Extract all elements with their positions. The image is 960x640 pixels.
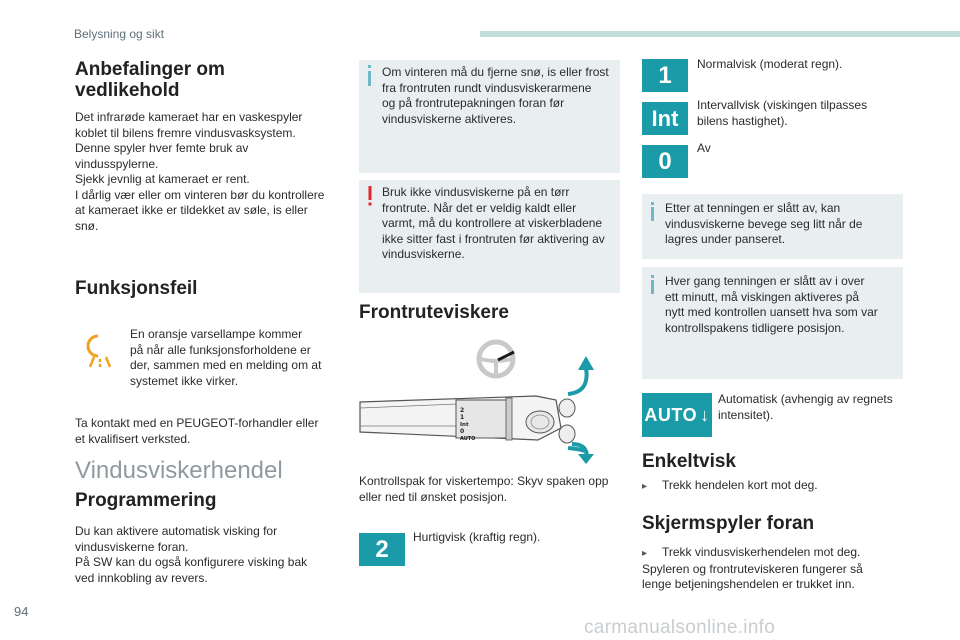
lever-label-1: 1 xyxy=(460,414,465,421)
single-wipe-title: Enkeltvisk xyxy=(642,451,736,472)
badge-interval: Int xyxy=(642,102,688,135)
warning-icon xyxy=(368,186,372,206)
badge-fast: 2 xyxy=(359,533,405,566)
info-icon xyxy=(651,275,654,278)
malfunction-lamp-text: En oransje varsellampe kommer på når alle funksjonsforholdene er der, sammen med en melding om at systemet ikke virker. xyxy=(130,327,322,388)
badge-normal: 1 xyxy=(642,59,688,92)
front-wipers-title: Frontruteviskere xyxy=(359,302,509,323)
lever-label-int: Int xyxy=(460,422,469,428)
malfunction-title: Funksjonsfeil xyxy=(75,278,198,299)
info-icon xyxy=(651,202,654,205)
bullet-marker-icon: ▸ xyxy=(642,481,648,492)
wiper-lever-heading: Vindusviskerhendel xyxy=(75,457,283,484)
lever-label-auto: AUTO xyxy=(460,436,476,442)
fast-wipe-text: Hurtigvisk (kraftig regn). xyxy=(413,530,541,544)
single-wipe-text: ▸ Trekk hendelen kort mot deg. xyxy=(642,478,818,495)
badge-off: 0 xyxy=(642,145,688,178)
off-text: Av xyxy=(697,141,711,155)
warning-note-dry: Bruk ikke vindusviskerne på en tørr frontrute. Når det er veldig kaldt eller varmt, må du kontrollere at viskerbladene ikke sitter fast i frontruten før aktivering av vindusviskerne. xyxy=(359,180,620,293)
info-note-ignition-minute: Hver gang tenningen er slått av i over ett minutt, må viskingen aktiveres på nytt med kontrollen uansett hva som var kontrollspakens tidligere posisjon. xyxy=(642,267,903,379)
steering-wheel-icon xyxy=(479,342,514,376)
washer-title: Skjermspyler foran xyxy=(642,513,815,534)
page-number: 94 xyxy=(14,604,29,619)
header-bar xyxy=(480,31,960,37)
normal-wipe-text: Normalvisk (moderat regn). xyxy=(697,57,843,71)
badge-auto: AUTO ↓ xyxy=(642,393,712,437)
programming-text: Du kan aktivere automatisk visking for vindusviskerne foran. På SW kan du også konfigurere visking bak ved innkobling av revers. xyxy=(75,524,308,585)
lever-caption: Kontrollspak for viskertempo: Skyv spaken opp eller ned til ønsket posisjon. xyxy=(359,474,609,504)
info-icon xyxy=(368,65,371,68)
washer-text: ▸ Trekk vindusviskerhendelen mot deg. Spyleren og frontruteviskeren fungerer så lenge betjeningshendelen er trukket inn. xyxy=(642,545,863,591)
bullet-marker-icon: ▸ xyxy=(642,548,648,559)
wiper-lever-illustration xyxy=(356,336,606,466)
arrow-down-icon: ↓ xyxy=(700,404,710,425)
lever-label-0: 0 xyxy=(460,428,465,435)
camera-warning-lamp-icon xyxy=(86,333,118,369)
interval-wipe-text: Intervallvisk (viskingen tilpasses bilens hastighet). xyxy=(697,98,868,128)
watermark: carmanualsonline.info xyxy=(584,617,776,638)
programming-title: Programmering xyxy=(75,490,217,511)
malfunction-contact-text: Ta kontakt med en PEUGEOT-forhandler eller et kvalifisert verksted. xyxy=(75,416,319,446)
recommendations-title: Anbefalinger om vedlikehold xyxy=(75,59,225,101)
info-note-winter: Om vinteren må du fjerne snø, is eller frost fra frontruten rundt vindusviskerarmene og på frontrutepakningen foran før vindusviskerne aktiveres. xyxy=(359,60,620,173)
lever-label-2: 2 xyxy=(460,407,465,414)
section-header: Belysning og sikt xyxy=(74,27,165,41)
info-note-ignition-off: Etter at tenningen er slått av, kan vindusviskerne bevege seg litt når de lagres under panseret. xyxy=(642,194,903,259)
auto-wipe-text: Automatisk (avhengig av regnets intensitet). xyxy=(718,392,893,422)
recommendations-text: Det infrarøde kameraet har en vaskespyler koblet til bilens fremre vindusvasksystem. Denne spyler hver femte bruk av vindusspylerne. Sjekk jevnlig at kameraet er rent. I dårlig vær eller om vinteren bør du kontrollere at kameraet ikke er tildekket av søle, is eller snø. xyxy=(75,110,325,233)
